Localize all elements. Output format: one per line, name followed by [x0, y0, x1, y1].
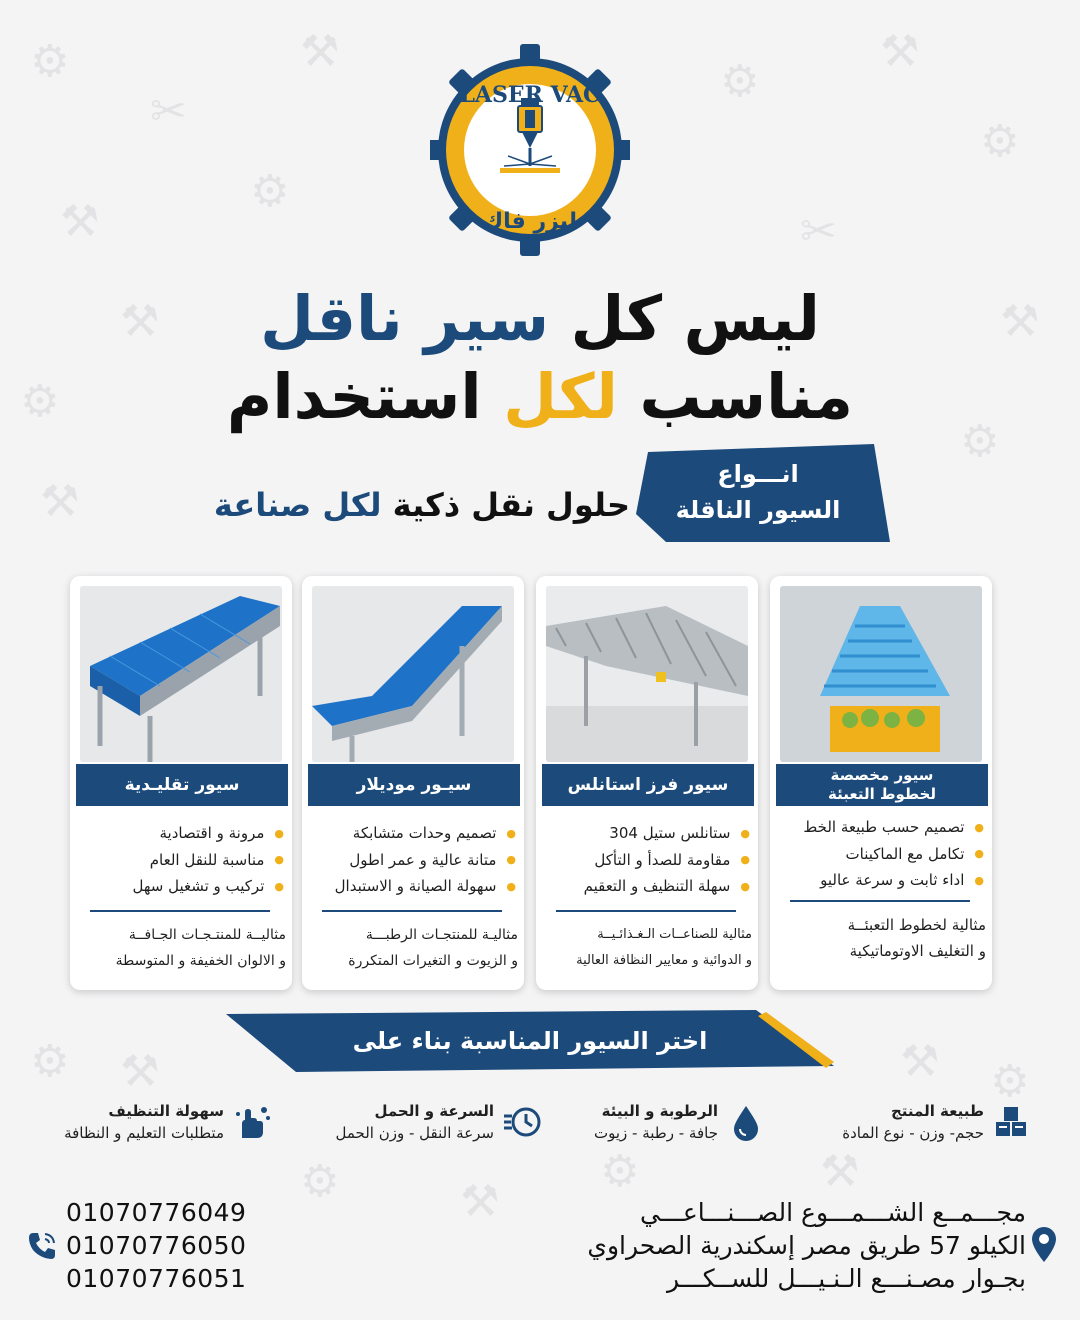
card-title: سيور تقليـدية — [76, 764, 288, 806]
speed-clock-icon — [502, 1102, 542, 1142]
card-note: مثاليـة للمنتجـات الرطبـــة و الزيوت و التغيرات المتكررة — [348, 927, 518, 969]
feature-item: ● سهلة التنظيف و التعقيم — [544, 873, 750, 900]
feature-list — [78, 820, 284, 900]
feature-list — [778, 814, 984, 894]
criterion-humidity — [580, 1100, 766, 1150]
feature-item: ● ستانلس ستيل 304 — [544, 820, 750, 847]
address-line: بجـوار مصـنـــع الـنـيـــل للســكـــر — [666, 1264, 1026, 1293]
criterion-cleaning — [40, 1100, 272, 1150]
phone-numbers — [66, 1196, 246, 1295]
criterion-desc: متطلبات التعليم و النظافة — [64, 1124, 224, 1142]
laser-vac-logo — [430, 40, 630, 260]
stainless-roller-conveyor-photo — [546, 586, 748, 762]
headline-line-1: ليس كل سير ناقل — [260, 282, 820, 355]
feature-item: ● تركيب و تشغيل سهل — [78, 873, 284, 900]
types-badge-line1: انـــواع — [717, 460, 799, 488]
phone-number[interactable]: 01070776049 — [66, 1198, 247, 1227]
criterion-title: السرعة و الحمل — [374, 1102, 494, 1120]
feature-item: ● تكامل مع الماكينات — [778, 841, 984, 868]
criterion-speed-load — [320, 1100, 542, 1150]
background-tools-pattern: ⚙ ✂ ⚒ ⚙ ⚒ ⚙ ⚒ ⚙ ✂ ⚒ ⚙ ⚒ ⚙ ⚒ ⚙ ⚒ ⚒ ⚙ ⚙ ⚒ ⚙ ⚒ — [20, 26, 1040, 1227]
conveyor-card-traditional — [70, 576, 292, 990]
address-block — [560, 1196, 1026, 1295]
conveyor-types-badge — [636, 444, 890, 542]
phone-icon — [26, 1230, 58, 1262]
divider — [556, 910, 736, 912]
feature-item: ● مناسبة للنقل العام — [78, 847, 284, 874]
flat-belt-conveyor-photo — [80, 586, 282, 762]
feature-item: ● سهولة الصيانة و الاستبدال — [310, 873, 516, 900]
criterion-desc: جافة - رطبة - زيوت — [594, 1124, 718, 1142]
conveyor-card-packaging — [770, 576, 992, 990]
headline-line-2: مناسب لكل استخدام — [226, 360, 854, 433]
water-drop-icon — [726, 1102, 766, 1142]
incline-modular-conveyor-photo — [312, 586, 514, 762]
criterion-title: سهولة التنظيف — [108, 1102, 224, 1120]
packaging-line-conveyor-photo — [780, 586, 982, 762]
boxes-icon — [992, 1102, 1032, 1142]
feature-item: ● مقاومة للصدأ و التأكل — [544, 847, 750, 874]
criterion-product-nature — [810, 1100, 1032, 1150]
phone-number[interactable]: 01070776051 — [66, 1264, 247, 1293]
criterion-desc: سرعة النقل - وزن الحمل — [335, 1124, 494, 1142]
feature-list — [544, 820, 750, 900]
address-line: الكيلو 57 طريق مصر إسكندرية الصحراوي — [587, 1231, 1026, 1260]
feature-item: ● متانة عالية و عمر اطول — [310, 847, 516, 874]
card-note: مثاليــة للمنتـجـات الجـافــة و الالوان الخفيفة و المتوسطة — [115, 927, 286, 969]
feature-item: ● تصميم حسب طبيعة الخط — [778, 814, 984, 841]
card-title: سيور مخصصة لخطوط التعبئة — [776, 764, 988, 806]
feature-item: ● مرونة و اقتصادية — [78, 820, 284, 847]
card-note: مثالية للصناعــات الـغـذائـيــة و الدوائية و معايير النظافة العالية — [576, 927, 752, 968]
svg-text:LASER VAC: LASER VAC — [459, 82, 601, 108]
address-line: مجـــمــع الشـــمـــوع الصـــنـــاعـــي — [640, 1198, 1026, 1227]
criterion-title: طبيعة المنتج — [890, 1102, 984, 1120]
choose-banner-text: اختر السيور المناسبة بناء على — [352, 1027, 708, 1055]
criterion-desc: حجم- وزن - نوع المادة — [842, 1124, 984, 1142]
svg-text:ليزر فاك: ليزر فاك — [482, 209, 578, 234]
choose-criteria-banner — [226, 1010, 834, 1072]
criterion-title: الرطوبة و البيئة — [601, 1102, 718, 1120]
divider — [790, 900, 970, 902]
feature-item: ● تصميم وحدات متشابكة — [310, 820, 516, 847]
conveyor-card-stainless — [536, 576, 758, 990]
conveyor-card-modular — [302, 576, 524, 990]
feature-list — [310, 820, 516, 900]
phone-number[interactable]: 01070776050 — [66, 1231, 247, 1260]
card-note: مثالية لخطوط التعبئــة و التغليف الاوتوماتيكية — [847, 916, 986, 960]
hand-wash-icon — [232, 1102, 272, 1142]
types-badge-line2: السيور الناقلة — [675, 496, 841, 524]
card-title: سيـور موديلار — [308, 764, 520, 806]
location-pin-icon — [1030, 1226, 1058, 1264]
subheadline: حلول نقل ذكية لكل صناعة — [213, 486, 630, 524]
card-title: سيور فرز استانلس — [542, 764, 754, 806]
divider — [90, 910, 270, 912]
divider — [322, 910, 502, 912]
feature-item: ● اداء ثابت و سرعة عاليو — [778, 867, 984, 894]
